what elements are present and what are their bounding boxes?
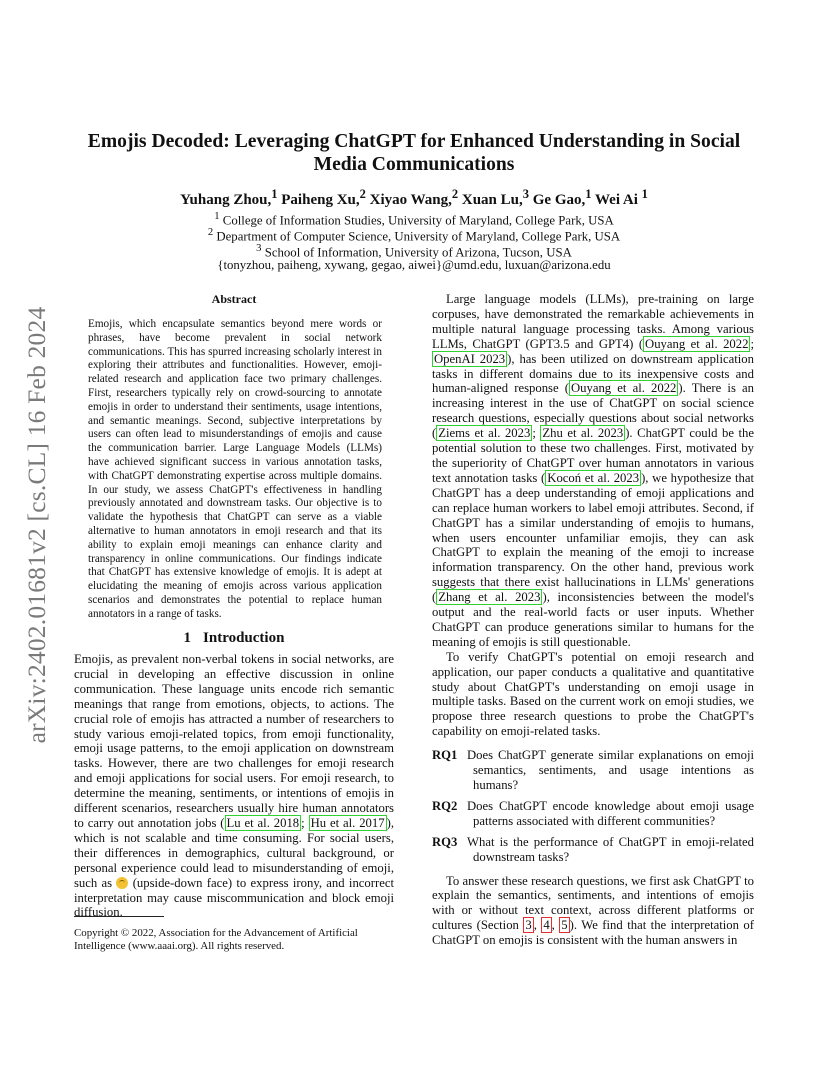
title-line-1: Emojis Decoded: Leveraging ChatGPT for Enhanced Understanding in Social — [87, 131, 741, 152]
paragraph: To answer these research questions, we first ask ChatGPT to explain the semantics, sentiments, and intentions of emojis with or without text context, across different platforms or cultures (Section 3 , 4 , 5 ). We find that the interpretation of ChatGPT on emojis is consistent with the human answers in — [432, 873, 754, 948]
abstract-heading: Abstract — [211, 292, 257, 306]
citation-link[interactable]: Lu et al. 2018 — [226, 815, 300, 830]
abstract-text: Emojis, which encapsulate semantics beyond mere words or phrases, have become prevalent in social network communications. This has spurred increasing scholarly interest in exploring their attributes and functionalities. However, emoji-related research and application face two primary challenges. First, researchers typically rely on crowd-sourcing to annotate emojis in order to understand their sentiments, usage intentions, and semantic meanings. Second, subjective interpretations by users can often lead to misunderstandings of emojis and cause the communication barrier. Large Language Models (LLMs) have achieved significant success in various annotation tasks, with ChatGPT demonstrating expertise across multiple domains. In our study, we assess ChatGPT's effectiveness in handling previously annotated and downstream tasks. Our objective is to validate the hypothesis that ChatGPT can serve as a viable alternative to human annotators in emoji research and that its ability to explain emoji meanings can enhance clarity and transparency in online communications. Our findings indicate that ChatGPT has extensive knowledge of emojis. It is adept at elucidating the meaning of emojis across various application scenarios and demonstrates the potential to replace human annotators in a range of tasks. — [88, 318, 382, 620]
author: Wei Ai $^1$ — [594, 187, 648, 208]
author: Yuhang Zhou,$^1$ — [180, 187, 278, 208]
paragraph: Large language models (LLMs), pre-training on large corpuses, have demonstrated the remarkable achievements in multiple natural language processing tasks. Among various LLMs, ChatGPT (GPT3.5 and GPT4) ( Ouyang et al. 2022 ; OpenAI 2023 ), has been utilized on downstream application tasks in different domains due to its inexpensive costs and human-aligned response ( Ouyang et al. 2022 ). There is an increasing interest in the use of ChatGPT on social science research questions, especially questions about social networks ( Ziems et al. 2023 ; Zhu et al. 2023 ). ChatGPT could be the potential solution to these two challenges. First, motivated by the superiority of ChatGPT over human annotators in various text annotation tasks ( Kocoń et al. 2023 ), we hypothesize that ChatGPT has a deep understanding of emoji applications and can replace human workers to label emoji attributes. Second, if ChatGPT has a similar understanding of emojis to humans, when users encounter unfamiliar emojis, they can ask ChatGPT to explain the meaning of the emoji to increase information transparency. On the other hand, previous work suggests that there exist hallucinations in LLMs' generations ( Zhang et al. 2023 ), inconsistencies between the model's output and the real-world facts or user inputs. Whether ChatGPT can produce generations similar to humans for the meaning of emojis is still questionable. — [432, 292, 754, 649]
introduction-paragraph: Emojis, as prevalent non-verbal tokens in social networks, are crucial in developing an effective discussion in online communication. These language units encode rich semantic meanings that range from emotions, objects, to actions. The crucial role of emojis has attracted a number of researchers to study various emoji-related topics, from emoji functionality, emoji usage patterns, to the emoji application on downstream tasks. However, there are two challenges for emoji research and emoji applications for social users. For emoji research, to determine the meaning, sentiments, or intentions of emojis in different scenarios, researchers usually hire human annotators to carry out annotation jobs ( Lu et al. 2018 ; Hu et al. 2017 ), which is not scalable and time consuming. For social users, their differences in demographics, cultural background, or personal experience could lead to misunderstanding of emoji, such as (upside-down face) to express irony, and incorrect interpretation may cause miscommunication and block emoji diffusion. — [74, 652, 394, 920]
author: Ge Gao,$^1$ — [532, 187, 592, 208]
citation-link[interactable]: Ouyang et al. 2022 — [570, 381, 677, 396]
copyright-footnote: Copyright © 2022, Association for the Advancement of Artificial Intelligence (www.aaai.org). All rights reserved. — [74, 927, 358, 953]
citation-link[interactable]: Kocoń et al. 2023 — [547, 470, 640, 485]
author: Paiheng Xu,$^2$ — [281, 187, 366, 208]
affiliation: $^2$ Department of Computer Science, University of Maryland, College Park, USA — [207, 227, 621, 244]
upside-down-face-icon — [116, 877, 128, 889]
author-list — [74, 187, 754, 209]
citation-link[interactable]: Zhu et al. 2023 — [542, 426, 624, 441]
citation-link[interactable]: Ouyang et al. 2022 — [645, 336, 749, 351]
affiliation: $^3$ School of Information, University of Arizona, Tucson, USA — [256, 243, 572, 260]
research-question: RQ1 Does ChatGPT generate similar explanations on emoji semantics, sentiments, and usage intentions as humans? — [432, 748, 754, 792]
section-link[interactable]: 5 — [561, 918, 568, 933]
paragraph: To verify ChatGPT's potential on emoji research and application, our paper conducts a qualitative and quantitative study about ChatGPT's understanding on emoji usage in multiple tasks. Based on the current work on emoji studies, we propose three research questions to probe the ChatGPT's capability on emoji-related tasks. — [432, 649, 754, 739]
author-emails: {tonyzhou, paiheng, xywang, gegao, aiwei}@umd.edu, luxuan@arizona.edu — [217, 258, 611, 272]
footnote-rule — [74, 916, 164, 917]
research-question: RQ3 What is the performance of ChatGPT in emoji-related downstream tasks? — [432, 834, 754, 864]
title-line-2: Media Communications — [313, 154, 515, 175]
arxiv-stamp: arXiv:2402.01681v2 [cs.CL] 16 Feb 2024 — [22, 306, 51, 744]
section-link[interactable]: 4 — [543, 918, 550, 933]
author: Xiyao Wang,$^2$ — [369, 187, 459, 208]
research-question: RQ2 Does ChatGPT encode knowledge about emoji usage patterns associated with different communities? — [432, 798, 754, 828]
citation-link[interactable]: Hu et al. 2017 — [310, 815, 385, 830]
citation-link[interactable]: Ziems et al. 2023 — [438, 426, 531, 441]
affiliation: $^1$ College of Information Studies, University of Maryland, College Park, USA — [214, 211, 614, 228]
section-link[interactable]: 3 — [525, 918, 532, 933]
citation-link[interactable]: OpenAI 2023 — [434, 351, 506, 366]
right-column — [432, 292, 754, 948]
section-heading-introduction: 1 Introduction — [183, 630, 285, 646]
author: Xuan Lu,$^3$ — [461, 187, 529, 208]
citation-link[interactable]: Zhang et al. 2023 — [438, 590, 541, 605]
paper-title — [74, 130, 754, 176]
